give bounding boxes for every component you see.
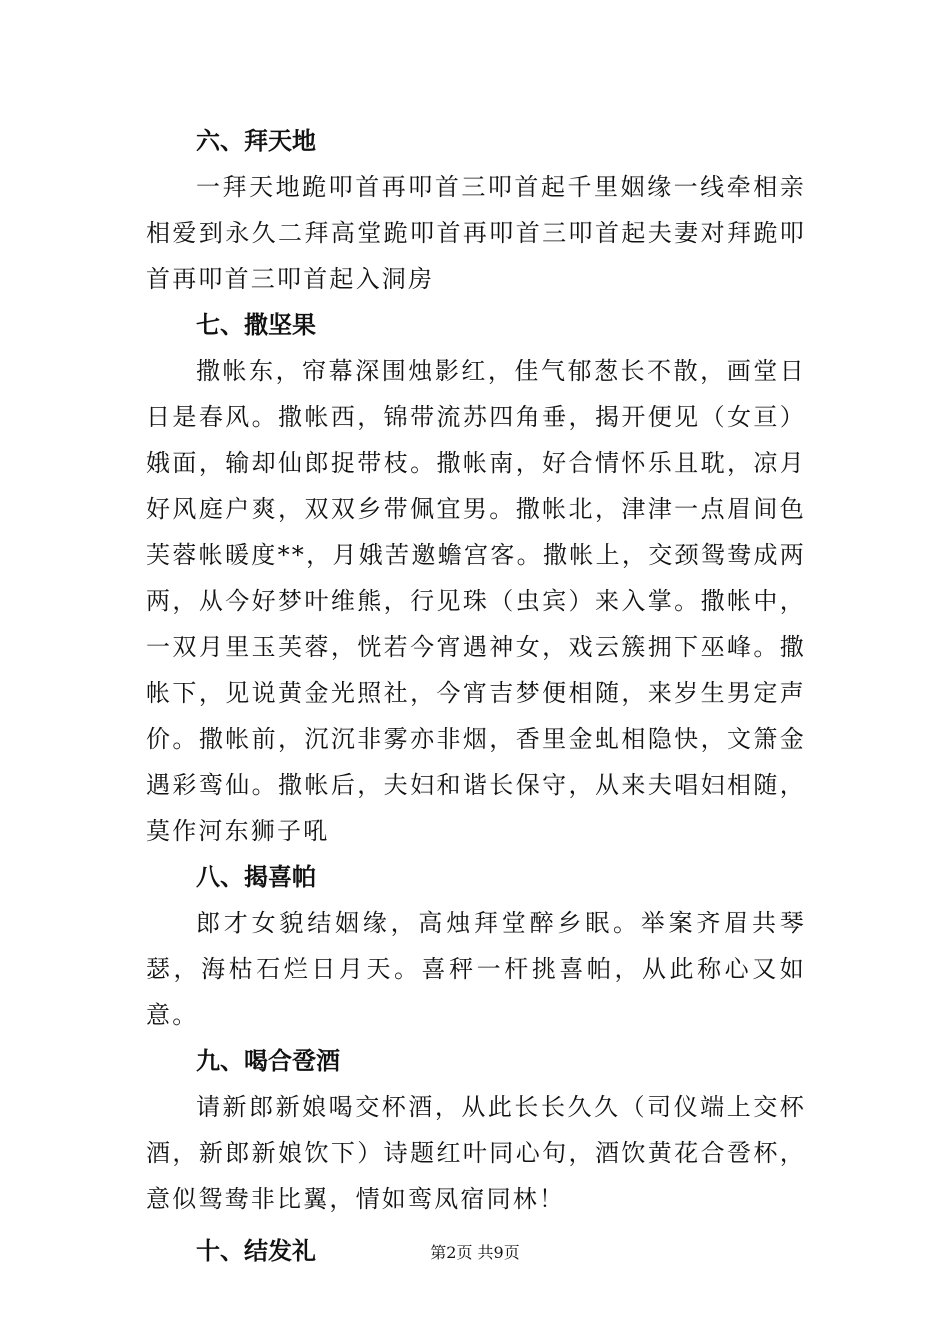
section-heading-he-hejinjiu: 九、喝合卺酒 <box>196 1047 340 1075</box>
section-text-sa-jianguo: 撒帐东，帘幕深围烛影红，佳气郁葱长不散，画堂日日是春风。撒帐西，锦带流苏四角垂，揭开便见（女亘）娥面，输却仙郎捉带枝。撒帐南，好合情怀乐且耽，凉月好风庭户爽，双双乡带佩宜男。撒帐北，津津一点眉间色芙蓉帐暖度**，月娥苦邀蟾宫客。撒帐上，交颈鸳鸯成两两，从今好梦叶维熊，行见珠（虫宾）来入掌。撒帐中，一双月里玉芙蓉，恍若今宵遇神女，戏云簇拥下巫峰。撒帐下，见说黄金光照社，今宵吉梦便相随，来岁生男定声价。撒帐前，沉沉非雾亦非烟，香里金虬相隐快，文箫金遇彩鸾仙。撒帐后，夫妇和谐长保守，从来夫唱妇相随，莫作河东狮子吼 <box>146 357 806 845</box>
section-text-jie-xipa: 郎才女貌结姻缘，高烛拜堂醉乡眠。举案齐眉共琴瑟，海枯石烂日月天。喜秤一杆挑喜帕，从此称心又如意。 <box>146 909 806 1029</box>
section-text-bai-tiandi: 一拜天地跪叩首再叩首三叩首起千里姻缘一线牵相亲相爱到永久二拜高堂跪叩首再叩首三叩首起夫妻对拜跪叩首再叩首三叩首起入洞房 <box>146 173 806 293</box>
section-heading-jie-xipa: 八、揭喜帕 <box>196 863 316 891</box>
document-body <box>146 118 806 1274</box>
section-text-he-hejinjiu: 请新郎新娘喝交杯酒，从此长长久久（司仪端上交杯酒，新郎新娘饮下）诗题红叶同心句，酒饮黄花合卺杯，意似鸳鸯非比翼，情如鸾凤宿同林！ <box>146 1093 806 1213</box>
section-heading-jiefa-li: 十、结发礼 <box>196 1237 316 1265</box>
section-heading-sa-jianguo: 七、撒坚果 <box>196 311 316 339</box>
page-number-footer: 第2页 共9页 <box>430 1243 520 1262</box>
section-heading-bai-tiandi: 六、拜天地 <box>196 127 316 155</box>
